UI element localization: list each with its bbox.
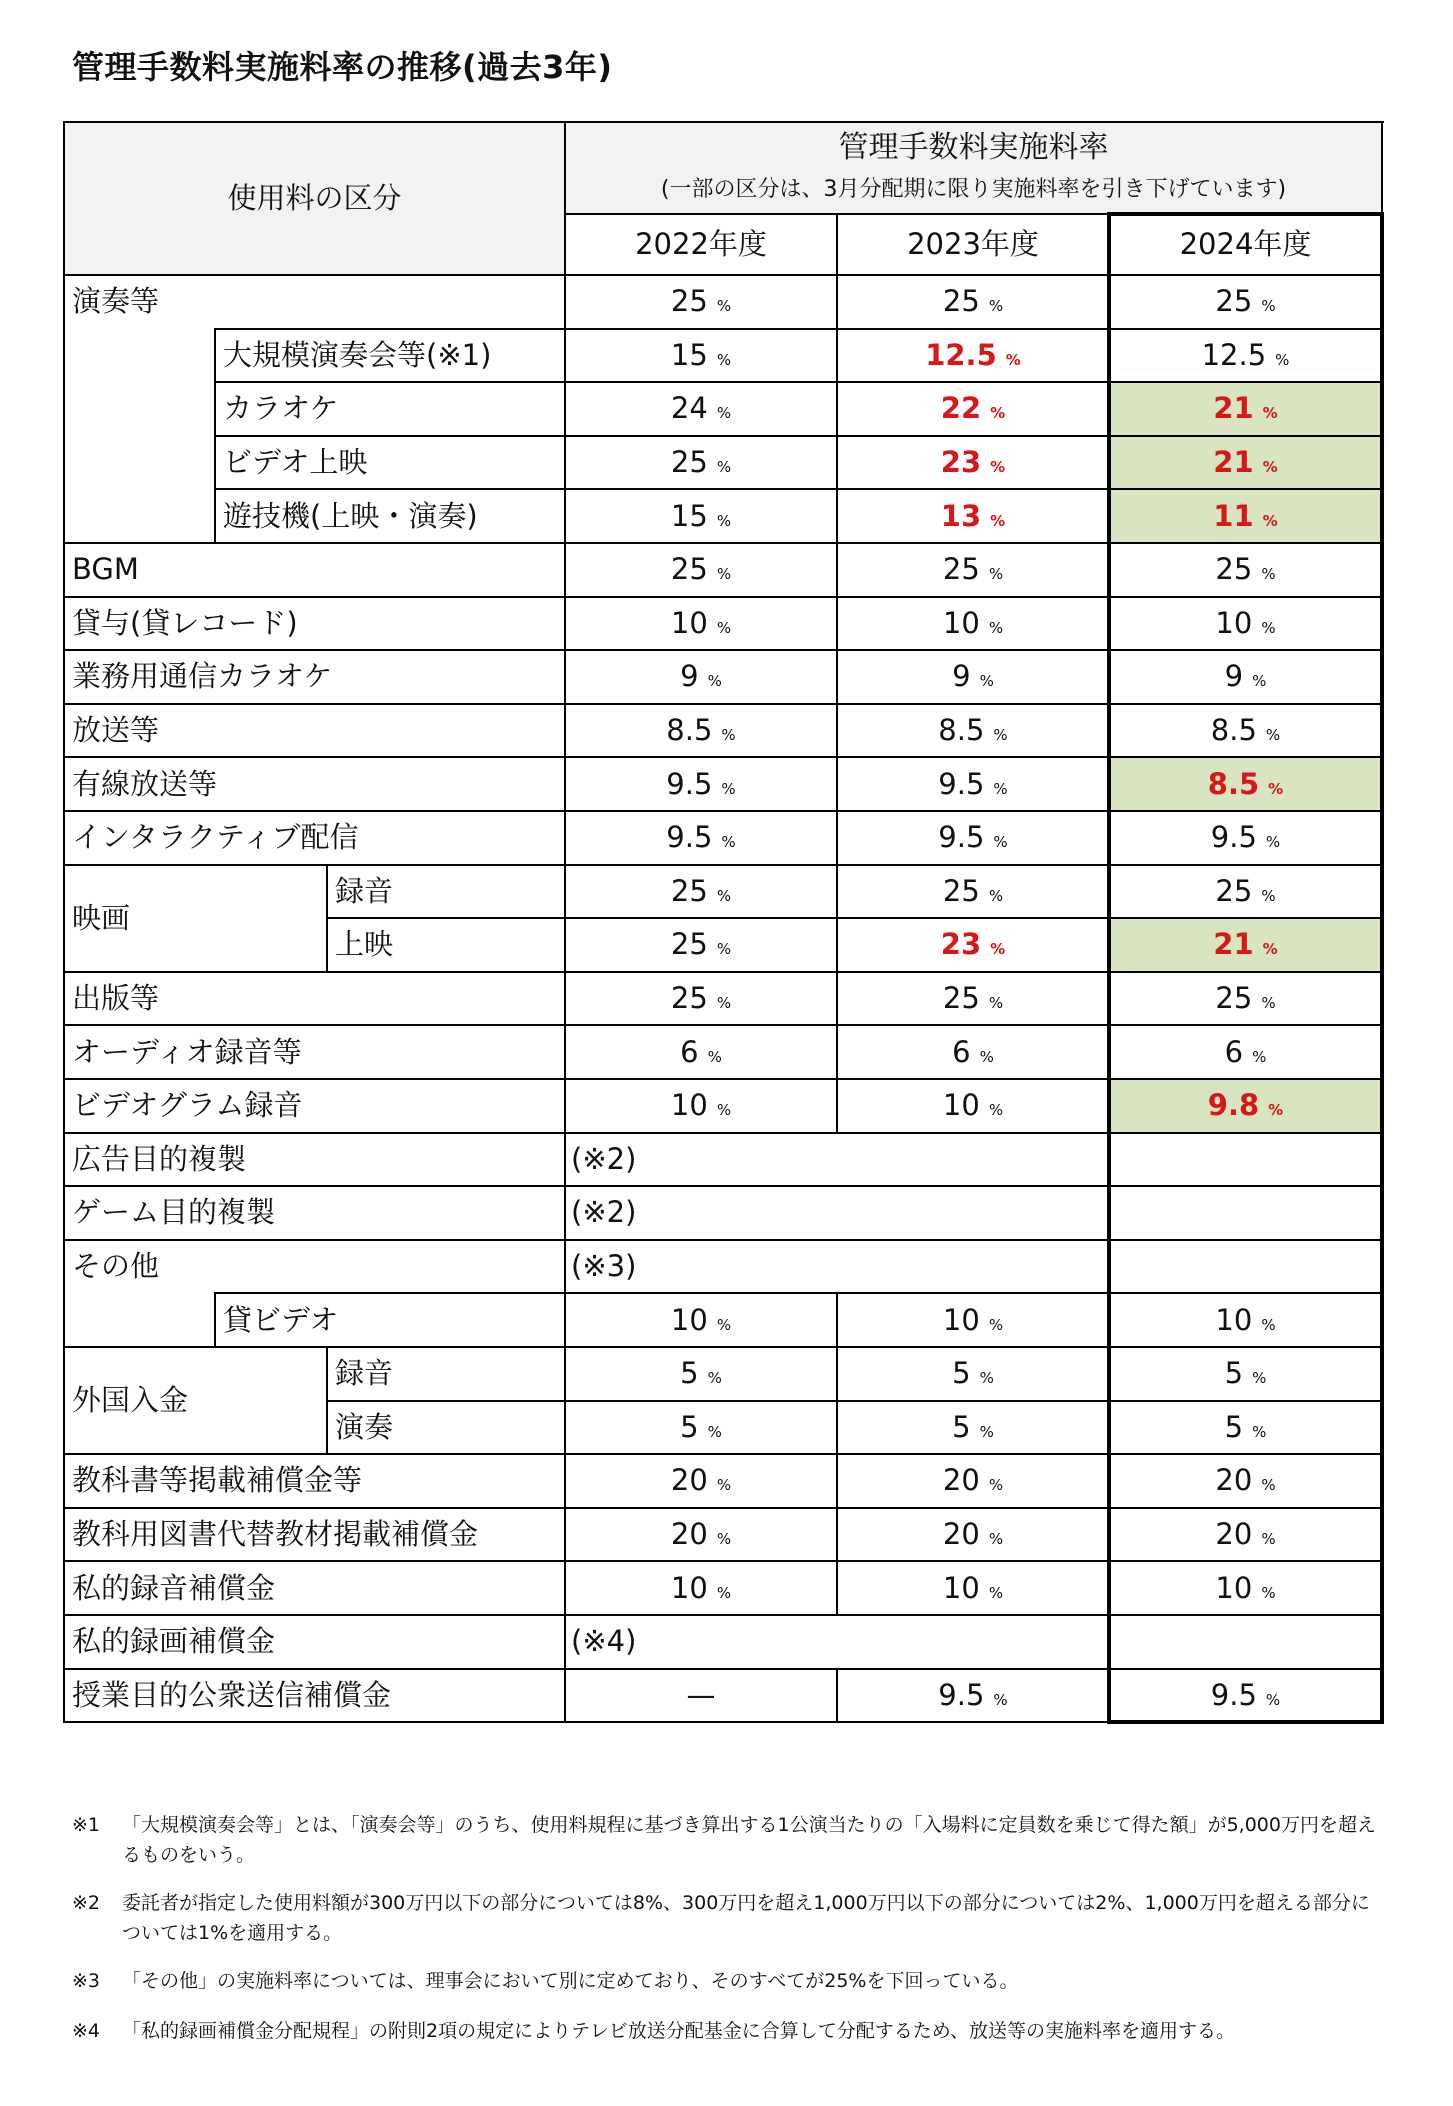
unit-label: % [990, 511, 1006, 530]
unit-label: % [979, 672, 994, 691]
rate-value: 23 [940, 927, 982, 962]
rate-value: 8.5 [938, 713, 985, 748]
unit-label: % [1262, 458, 1278, 477]
rate-value: 9.5 [1210, 820, 1257, 855]
rate-value: 25 [1215, 284, 1253, 319]
row-sub-label: 演奏 [335, 1409, 394, 1444]
unit-label: % [716, 511, 732, 530]
column-divider [836, 703, 838, 759]
rate-value: 15 [670, 498, 708, 533]
rate-value: 25 [1215, 981, 1253, 1016]
rate-cell [565, 757, 837, 811]
rate-cell [565, 1401, 837, 1455]
rate-value: 9.5 [666, 820, 713, 855]
rate-cell [565, 1079, 837, 1133]
row-label: オーディオ録音等 [72, 1034, 302, 1069]
rate-value: 25 [670, 284, 708, 319]
column-divider [836, 1024, 838, 1080]
unit-label: % [716, 994, 732, 1013]
unit-label: % [988, 886, 1004, 905]
column-divider [836, 1292, 838, 1348]
footnote [72, 1810, 1382, 1870]
row-label: 大規模演奏会等(※1) [223, 337, 492, 372]
unit-label: % [993, 779, 1008, 798]
rate-value: 10 [1215, 1302, 1253, 1337]
rate-cell [565, 382, 837, 436]
unit-label: % [1268, 1101, 1284, 1120]
footnote-mark: ※3 [72, 1970, 101, 1992]
table-left-border [63, 121, 65, 1723]
rate-cell [837, 1347, 1109, 1401]
rate-cell [837, 1561, 1109, 1615]
unit-label: % [990, 404, 1006, 423]
footnote-mark: ※4 [72, 2020, 101, 2042]
unit-label: % [1252, 672, 1267, 691]
rate-value: 25 [942, 284, 980, 319]
unit-label: % [979, 1369, 994, 1388]
rate-value: 9.8 [1207, 1088, 1260, 1123]
rate-value: 5 [952, 1409, 971, 1444]
rate-value: 25 [670, 927, 708, 962]
column-divider [836, 810, 838, 866]
note-cell: (※4) [571, 1624, 637, 1659]
column-divider [836, 435, 838, 491]
unit-label: % [1252, 1369, 1267, 1388]
row-label: 放送等 [72, 713, 160, 748]
rate-value: 25 [670, 552, 708, 587]
row-label: ビデオ上映 [223, 445, 368, 480]
rate-value: 5 [680, 1409, 699, 1444]
rate-cell [565, 1561, 837, 1615]
footnote-mark: ※1 [72, 1814, 101, 1836]
rate-cell [837, 597, 1109, 651]
page-title: 管理手数料実施料率の推移(過去3年) [72, 48, 613, 86]
unit-label: % [988, 618, 1004, 637]
unit-label: % [716, 1101, 732, 1120]
column-divider [836, 328, 838, 384]
rate-cell [565, 329, 837, 383]
rate-value: 10 [1215, 605, 1253, 640]
unit-label: % [1252, 1422, 1267, 1441]
row-label: 教科書等掲載補償金等 [72, 1463, 363, 1498]
rate-cell [837, 1454, 1109, 1508]
row-label: BGM [72, 552, 139, 587]
rate-value: 10 [942, 605, 980, 640]
rate-value: 20 [942, 1463, 980, 1498]
unit-label: % [1265, 833, 1281, 852]
rate-cell [837, 329, 1109, 383]
rate-cell [837, 1508, 1109, 1562]
rate-cell [565, 972, 837, 1026]
unit-label: % [988, 297, 1004, 316]
rate-cell [837, 650, 1109, 704]
rate-value: 20 [670, 1463, 708, 1498]
rate-value: 6 [1224, 1034, 1244, 1069]
rate-value: 9 [1224, 659, 1244, 694]
column-divider [836, 381, 838, 437]
group-divider [326, 864, 328, 973]
rate-value: 6 [952, 1034, 971, 1069]
rate-value: 23 [940, 445, 982, 480]
footnote-mark: ※2 [72, 1892, 101, 1914]
rate-cell [565, 1508, 837, 1562]
unit-label: % [716, 565, 732, 584]
row-label: インタラクティブ配信 [72, 820, 359, 855]
row-label: 遊技機(上映・演奏) [223, 498, 478, 533]
unit-label: % [979, 1422, 994, 1441]
unit-label: % [1268, 779, 1284, 798]
rate-value: 9 [680, 659, 699, 694]
current-year-frame [1107, 212, 1384, 1724]
header-sub: (一部の区分は、3月分配期に限り実施料率を引き下げています) [660, 177, 1287, 202]
rate-cell [565, 650, 837, 704]
column-divider [836, 1507, 838, 1563]
unit-label: % [1252, 1047, 1267, 1066]
row-sub-label: 上映 [335, 927, 394, 962]
rate-value: 20 [670, 1517, 708, 1552]
header-main: 管理手数料実施料率 [838, 130, 1109, 165]
unit-label: % [990, 458, 1006, 477]
unit-label: % [988, 1101, 1004, 1120]
rate-value: 10 [942, 1302, 980, 1337]
unit-label: % [716, 404, 732, 423]
rate-value: 9.5 [938, 766, 985, 801]
rate-cell [565, 704, 837, 758]
column-divider [564, 121, 566, 1723]
sub-indent-line [214, 328, 216, 544]
row-sub-label: 録音 [335, 873, 394, 908]
footnote-text: 「その他」の実施料率については、理事会において別に定めており、そのすべてが25%を下回っている。 [122, 1970, 1019, 1992]
rate-cell [565, 489, 837, 543]
rate-cell [565, 436, 837, 490]
rate-cell [837, 543, 1109, 597]
unit-label: % [707, 1422, 722, 1441]
unit-label: % [721, 726, 736, 745]
unit-label: % [716, 1476, 732, 1495]
unit-label: % [988, 994, 1004, 1013]
column-divider [836, 274, 838, 330]
unit-label: % [721, 833, 736, 852]
unit-label: % [707, 672, 722, 691]
rate-cell [837, 704, 1109, 758]
unit-label: % [1261, 618, 1276, 637]
rate-cell [837, 275, 1109, 329]
footnote-text: 「大規模演奏会等」とは、「演奏会等」のうち、使用料規程に基づき算出する1公演当たりの「入場料に定員数を乗じて得た額」が5,000万円を超えるものをいう。 [122, 1814, 1376, 1866]
row-label: 業務用通信カラオケ [72, 659, 333, 694]
column-divider [836, 1400, 838, 1456]
note-cell: (※2) [571, 1141, 637, 1176]
unit-label: % [988, 1583, 1004, 1602]
rate-value: 9.5 [1210, 1677, 1257, 1712]
unit-label: % [990, 940, 1006, 959]
row-label: 教科用図書代替教材掲載補償金 [72, 1517, 479, 1552]
header-category: 使用料の区分 [227, 181, 402, 215]
rate-value: 25 [942, 552, 980, 587]
rate-table [64, 122, 1396, 1732]
rate-value: 5 [1224, 1356, 1244, 1391]
rate-value: 10 [670, 1088, 708, 1123]
column-divider [836, 971, 838, 1027]
rate-value: — [686, 1677, 716, 1712]
sub-indent-line [214, 1292, 216, 1348]
unit-label: % [716, 297, 732, 316]
row-sub-label: 録音 [335, 1356, 394, 1391]
rate-value: 5 [1224, 1409, 1244, 1444]
row-label: 私的録画補償金 [72, 1624, 276, 1659]
row-label: その他 [72, 1249, 160, 1284]
unit-label: % [1261, 297, 1276, 316]
unit-label: % [716, 886, 732, 905]
rate-value: 25 [942, 873, 980, 908]
rate-value: 25 [1215, 552, 1253, 587]
rate-value: 22 [940, 391, 982, 426]
unit-label: % [979, 1047, 994, 1066]
rate-value: 25 [670, 445, 708, 480]
unit-label: % [993, 833, 1008, 852]
column-divider [836, 1668, 838, 1724]
row-label: 貸与(貸レコード) [72, 605, 298, 640]
year-header: 2024年度 [1179, 227, 1312, 261]
rate-cell [837, 972, 1109, 1026]
unit-label: % [1005, 350, 1021, 369]
rate-value: 21 [1213, 445, 1254, 480]
rate-value: 10 [942, 1088, 980, 1123]
rate-value: 12.5 [1201, 337, 1267, 372]
rate-value: 24 [670, 391, 708, 426]
unit-label: % [1261, 1530, 1276, 1549]
column-divider [836, 1560, 838, 1616]
unit-label: % [988, 1476, 1004, 1495]
column-divider [836, 649, 838, 705]
row-label: 出版等 [72, 981, 160, 1016]
unit-label: % [716, 940, 732, 959]
unit-label: % [716, 618, 732, 637]
column-divider [836, 864, 838, 920]
footnote [72, 1966, 1382, 1996]
rate-cell [565, 1669, 837, 1723]
rate-value: 12.5 [925, 337, 997, 372]
unit-label: % [1265, 1690, 1281, 1709]
unit-label: % [1262, 940, 1278, 959]
rate-cell [565, 865, 837, 919]
rate-cell [565, 811, 837, 865]
unit-label: % [1261, 565, 1276, 584]
unit-label: % [1261, 1476, 1276, 1495]
year-header: 2023年度 [907, 227, 1039, 261]
row-label: ゲーム目的複製 [72, 1195, 276, 1230]
unit-label: % [721, 779, 736, 798]
unit-label: % [988, 565, 1004, 584]
row-label: 広告目的複製 [72, 1141, 247, 1176]
rate-value: 10 [1215, 1570, 1253, 1605]
rate-cell [837, 1079, 1109, 1133]
rate-value: 15 [670, 337, 708, 372]
rate-value: 20 [1215, 1463, 1253, 1498]
rate-cell [565, 275, 837, 329]
rate-value: 8.5 [1210, 713, 1257, 748]
rate-value: 9 [952, 659, 971, 694]
row-label: 有線放送等 [72, 766, 218, 801]
table-top-border [64, 121, 1384, 123]
rate-cell [565, 1025, 837, 1079]
column-divider [836, 1453, 838, 1509]
rate-cell [837, 1025, 1109, 1079]
unit-label: % [1265, 726, 1281, 745]
row-label: カラオケ [223, 391, 339, 426]
rate-cell [565, 1454, 837, 1508]
row-label: 授業目的公衆送信補償金 [72, 1677, 392, 1712]
rate-value: 13 [940, 498, 982, 533]
row-label: 演奏等 [72, 284, 160, 319]
row-label: 私的録音補償金 [72, 1570, 276, 1605]
unit-label: % [1262, 404, 1278, 423]
rate-value: 8.5 [1207, 766, 1260, 801]
rate-cell [565, 918, 837, 972]
note-cell: (※3) [571, 1249, 637, 1284]
rate-value: 8.5 [666, 713, 713, 748]
group-label: 外国入金 [72, 1383, 189, 1418]
rate-value: 5 [680, 1356, 699, 1391]
note-cell: (※2) [571, 1195, 637, 1230]
rate-value: 21 [1213, 391, 1254, 426]
unit-label: % [707, 1369, 722, 1388]
rate-value: 10 [670, 1302, 708, 1337]
rate-value: 25 [670, 981, 708, 1016]
rate-value: 25 [670, 873, 708, 908]
unit-label: % [1261, 886, 1276, 905]
rate-value: 10 [670, 605, 708, 640]
unit-label: % [716, 1315, 732, 1334]
rate-value: 10 [942, 1570, 980, 1605]
rate-cell [565, 543, 837, 597]
column-divider [836, 1346, 838, 1402]
rate-cell [837, 382, 1109, 436]
rate-cell [837, 865, 1109, 919]
row-label: ビデオグラム録音 [72, 1088, 303, 1123]
rate-cell [565, 1347, 837, 1401]
unit-label: % [1261, 994, 1276, 1013]
group-divider [326, 1346, 328, 1455]
footnote-text: 「私的録画補償金分配規程」の附則2項の規定によりテレビ放送分配基金に合算して分配するため、放送等の実施料率を適用する。 [122, 2020, 1235, 2042]
unit-label: % [707, 1047, 722, 1066]
footnote-text: 委託者が指定した使用料額が300万円以下の部分については8%、300万円を超え1,000万円以下の部分については2%、1,000万円を超える部分については1%を適用する。 [122, 1892, 1370, 1944]
rate-value: 20 [942, 1517, 980, 1552]
rate-cell [837, 918, 1109, 972]
unit-label: % [716, 1583, 732, 1602]
rate-value: 6 [680, 1034, 699, 1069]
rate-value: 9.5 [938, 1677, 985, 1712]
year-header: 2022年度 [635, 227, 767, 261]
column-divider [836, 213, 838, 276]
rate-value: 20 [1215, 1517, 1253, 1552]
unit-label: % [993, 1690, 1008, 1709]
unit-label: % [993, 726, 1008, 745]
rate-cell [837, 436, 1109, 490]
group-label: 映画 [72, 900, 131, 935]
column-divider [836, 1078, 838, 1134]
rate-cell [565, 1293, 837, 1347]
unit-label: % [988, 1315, 1004, 1334]
column-divider [836, 917, 838, 973]
column-divider [836, 756, 838, 812]
unit-label: % [1261, 1315, 1276, 1334]
rate-value: 21 [1213, 927, 1254, 962]
row-label: 貸ビデオ [223, 1302, 339, 1337]
rate-cell [837, 811, 1109, 865]
unit-label: % [716, 1530, 732, 1549]
unit-label: % [716, 350, 732, 369]
rate-value: 9.5 [666, 766, 713, 801]
unit-label: % [988, 1530, 1004, 1549]
rate-value: 25 [942, 981, 980, 1016]
unit-label: % [1275, 350, 1290, 369]
rate-cell [565, 597, 837, 651]
column-divider [836, 542, 838, 598]
column-divider [836, 596, 838, 652]
footnote [72, 2016, 1382, 2046]
unit-label: % [1261, 1583, 1276, 1602]
unit-label: % [716, 458, 732, 477]
column-divider [836, 488, 838, 544]
rate-value: 10 [670, 1570, 708, 1605]
rate-cell [837, 1293, 1109, 1347]
rate-value: 5 [952, 1356, 971, 1391]
rate-cell [837, 1669, 1109, 1723]
unit-label: % [1262, 511, 1278, 530]
rate-cell [837, 489, 1109, 543]
rate-value: 25 [1215, 873, 1253, 908]
rate-cell [837, 757, 1109, 811]
rate-value: 11 [1213, 498, 1254, 533]
footnote [72, 1888, 1382, 1948]
rate-cell [837, 1401, 1109, 1455]
rate-value: 9.5 [938, 820, 985, 855]
